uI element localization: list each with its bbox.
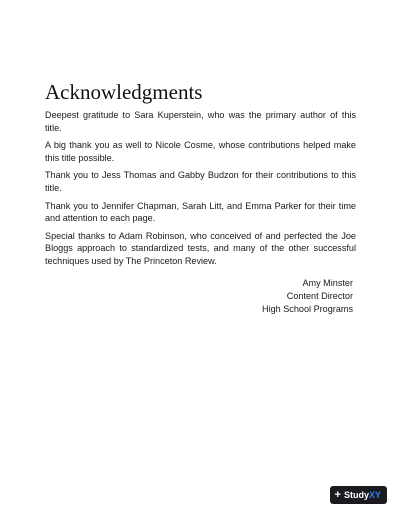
paragraph: Special thanks to Adam Robinson, who conceived of and perfected the Joe Bloggs approach to standardized tests, and many of the other successful techniques used by The Princeton Review. xyxy=(45,230,356,266)
paragraph: Thank you to Jennifer Chapman, Sarah Litt, and Emma Parker for their time and attention to each page. xyxy=(45,200,356,224)
paragraph: Deepest gratitude to Sara Kuperstein, who was the primary author of this title. xyxy=(45,110,356,133)
signature-role: Content Director xyxy=(286,291,353,302)
acknowledgments-body xyxy=(45,109,356,273)
plus-icon: + xyxy=(334,488,341,501)
signature-name: Amy Minster xyxy=(302,278,353,288)
watermark-text xyxy=(344,490,381,500)
paragraph: A big thank you as well to Nicole Cosme, whose contributions helped make this title possible. xyxy=(45,140,356,163)
studyxy-watermark xyxy=(330,486,387,504)
watermark-text-accent: XY xyxy=(368,490,381,500)
signature-block xyxy=(262,277,353,317)
signature-department: High School Programs xyxy=(262,304,353,315)
page-title: Acknowledgments xyxy=(45,80,203,104)
paragraph: Thank you to Jess Thomas and Gabby Budzon for their contributions to this title. xyxy=(45,170,356,193)
watermark-text-main: Study xyxy=(343,490,369,500)
